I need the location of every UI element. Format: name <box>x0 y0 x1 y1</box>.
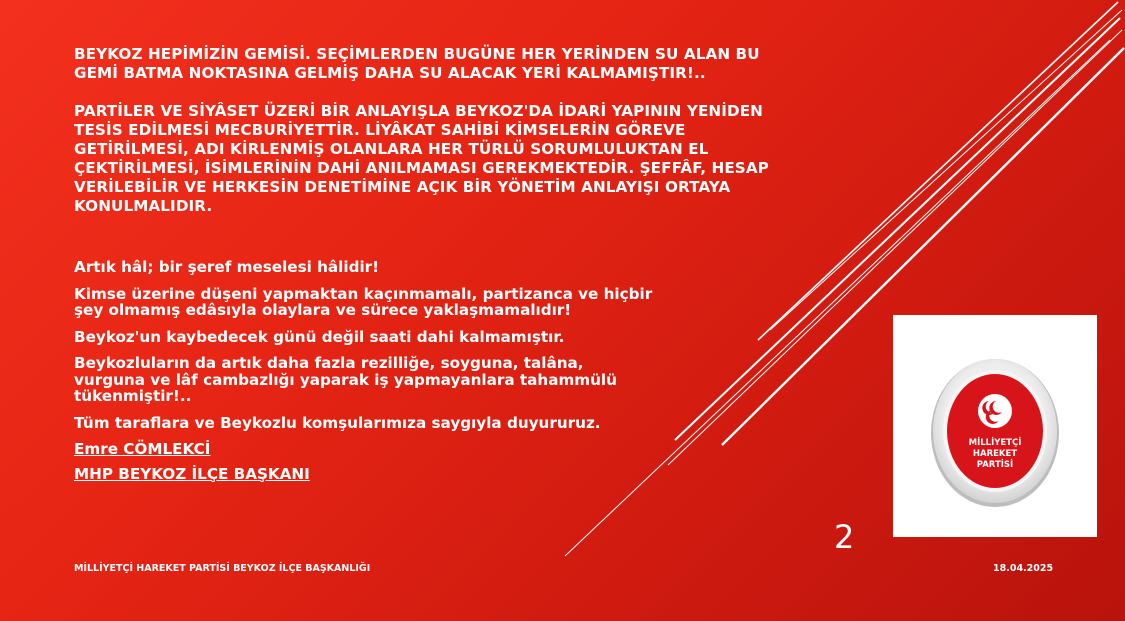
lower-paragraph: Beykozluların da artık daha fazla rezilliğe, soyguna, talâna, vurguna ve lâf cambazlığı yaparak iş yapmayanlara tahammülü tükenmiştir!.. <box>74 354 617 405</box>
upper-paragraph: BEYKOZ HEPİMİZİN GEMİSİ. SEÇİMLERDEN BUGÜNE HER YERİNDEN SU ALAN BU GEMİ BATMA NOKTASINA GELMİŞ DAHA SU ALACAK YERİ KALMAMIŞTIR!.. <box>74 45 760 82</box>
logo-text-line2: HAREKET <box>972 449 1018 459</box>
mhp-logo <box>893 315 1097 537</box>
lower-paragraph: Beykoz'un kaybedecek günü değil saati dahi kalmamıştır. <box>74 327 565 346</box>
page-number: 2 <box>834 518 855 556</box>
footer-organization: MİLLİYETÇİ HAREKET PARTİSİ BEYKOZ İLÇE BAŞKANLIĞI <box>74 563 371 574</box>
upper-text-block <box>74 45 794 216</box>
lower-paragraph: Artık hâl; bir şeref meselesi hâlidir! <box>74 258 380 276</box>
lower-paragraph: Kimse üzerine düşeni yapmaktan kaçınmamalı, partizanca ve hiçbir şey olmamış edâsıyla olaylara ve sürece yaklaşmamalıdır! <box>74 284 653 319</box>
lower-paragraph: Tüm taraflara ve Beykozlu komşularımıza saygıyla duyururuz. <box>74 413 601 432</box>
logo-text-line1: MİLLİYETÇİ <box>968 438 1022 448</box>
three-crescents-icon <box>978 394 1012 428</box>
logo-text-line3: PARTİSİ <box>976 460 1014 470</box>
upper-paragraph: PARTİLER VE SİYÂSET ÜZERİ BİR ANLAYIŞLA BEYKOZ'DA İDARİ YAPININ YENİDEN TESİS EDİLMESİ MECBURİYETTİR. LİYÂKAT SAHİBİ KİMSELERİN GÖREVE GETİRİLMESİ, ADI KİRLENMİŞ OLANLARA HER TÜRLÜ SORUMLULUKTAN EL ÇEKTİRİLMESİ, İSİMLERİNİN DAHİ ANILMAMASI GEREKMEKTEDİR. ŞEFFÂF, HESAP VERİLEBİLİR VE HERKESİN DENETİMİNE AÇIK BİR YÖNETİM ANLAYIŞI ORTAYA KONULMALIDIR. <box>74 102 769 215</box>
lower-text-block <box>74 259 654 490</box>
signature-name: Emre CÖMLEKCİ <box>74 440 211 458</box>
footer-date: 18.04.2025 <box>993 563 1054 574</box>
signature-title: MHP BEYKOZ İLÇE BAŞKANI <box>74 464 310 483</box>
